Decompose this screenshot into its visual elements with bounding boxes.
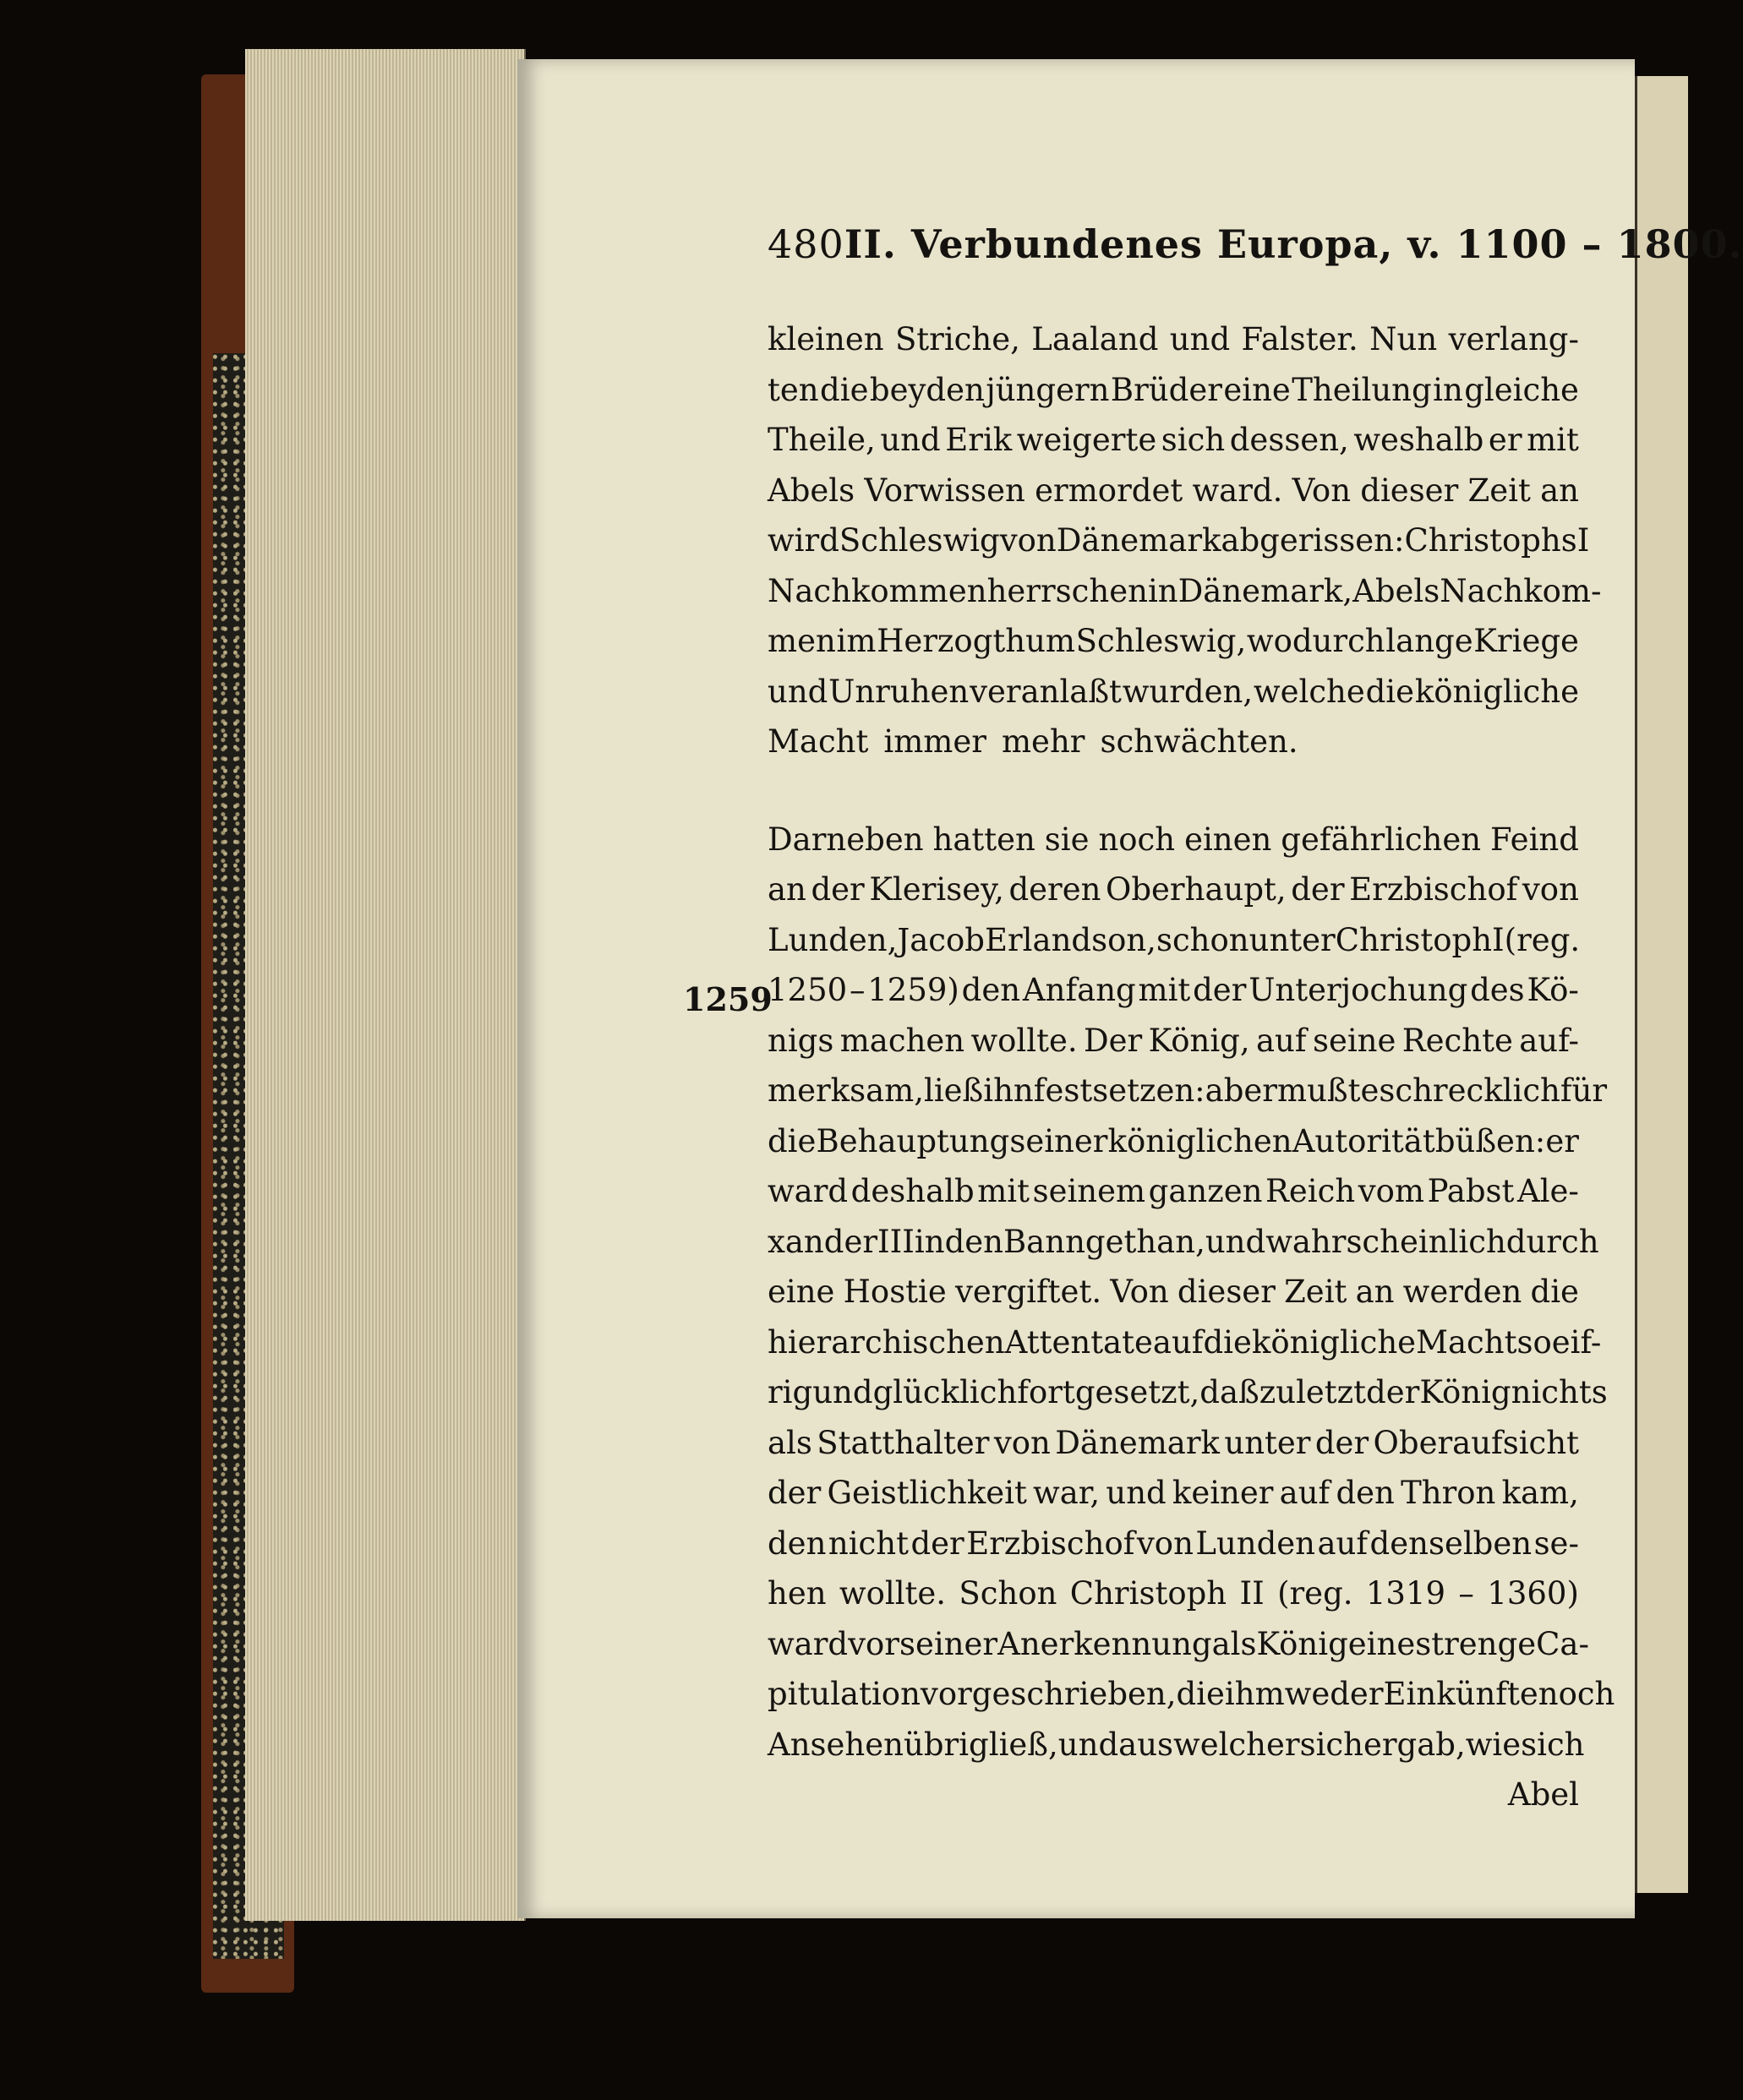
word: wird <box>768 522 839 559</box>
word: Christoph <box>1335 921 1493 958</box>
word: mehr <box>1001 723 1085 760</box>
word: herrschen <box>986 572 1148 609</box>
word: vorgeschrieben, <box>920 1676 1177 1712</box>
word: schwächten. <box>1100 723 1298 760</box>
text-line <box>768 915 1579 966</box>
word: der <box>1314 1424 1369 1461</box>
word: seiner <box>899 1625 998 1662</box>
word: noch <box>1538 1676 1615 1712</box>
word: Theilung <box>1292 371 1432 408</box>
word: Einkünfte <box>1383 1676 1538 1712</box>
word: Attentate <box>1004 1323 1153 1361</box>
text-line <box>768 1619 1589 1670</box>
word: mußte <box>1276 1072 1380 1109</box>
word: eine <box>1347 1625 1416 1662</box>
text-line <box>768 566 1602 617</box>
word: in <box>914 1223 945 1260</box>
word: seiner <box>1009 1122 1108 1159</box>
word: aber <box>1205 1072 1277 1109</box>
word: – <box>1458 1575 1474 1612</box>
word: der <box>768 1475 822 1511</box>
word: sich <box>1521 1726 1585 1763</box>
word: ergab, <box>1363 1726 1466 1763</box>
word: Anerkennung <box>997 1625 1212 1662</box>
word: sie <box>1044 821 1090 858</box>
word: die <box>768 1122 817 1159</box>
word: seine <box>1312 1022 1396 1059</box>
word: deshalb <box>850 1173 975 1209</box>
word: Falster. <box>1241 321 1358 357</box>
word: Lunden, <box>768 921 898 958</box>
word: daß <box>1199 1374 1259 1410</box>
word: ließ, <box>988 1726 1058 1763</box>
word: gethan, <box>1085 1223 1205 1260</box>
word: nichts <box>1511 1374 1608 1410</box>
word: werden <box>1402 1274 1522 1310</box>
word: mit <box>1527 422 1579 458</box>
text-line <box>768 1519 1579 1569</box>
word: deren <box>1008 871 1101 908</box>
word: Hostie <box>843 1274 947 1310</box>
text-line <box>768 1568 1579 1619</box>
word: nigs <box>768 1022 834 1059</box>
word: der <box>1193 972 1247 1008</box>
text-line <box>768 1116 1579 1167</box>
word: Brüder <box>1110 371 1222 408</box>
text-line <box>768 1217 1599 1268</box>
text-line <box>768 616 1579 667</box>
word: Abels <box>1352 572 1440 609</box>
word: Christophs <box>1404 522 1577 559</box>
word: ten <box>768 371 819 408</box>
word: hatten <box>932 821 1035 858</box>
word: übrig <box>904 1726 989 1763</box>
text-line <box>768 314 1579 365</box>
text-line <box>768 415 1579 466</box>
running-head-title: II. Verbundenes Europa, v. 1100 – 1800. <box>844 221 1743 267</box>
word: keiner <box>1172 1475 1274 1511</box>
word: im <box>836 623 877 659</box>
word: ward <box>768 1173 849 1209</box>
word: 1360) <box>1487 1575 1579 1612</box>
catchword: Abel <box>1507 1776 1579 1813</box>
word: Christoph <box>1069 1575 1227 1612</box>
word: so <box>1516 1323 1552 1361</box>
word: Erzbischof <box>966 1525 1135 1562</box>
word: Macht <box>768 723 869 760</box>
text-line <box>768 865 1579 915</box>
word: schon <box>1156 921 1249 958</box>
word: durch <box>1505 1223 1599 1260</box>
text-line <box>768 1468 1579 1519</box>
word: Dänemark, <box>1177 572 1353 609</box>
text-line <box>768 1166 1579 1217</box>
text-line <box>768 1317 1602 1368</box>
word: Autorität <box>1292 1122 1435 1159</box>
word: Erlandson, <box>984 921 1156 958</box>
text-line <box>768 466 1579 516</box>
word: Lunden <box>1195 1525 1316 1562</box>
word: immer <box>883 723 986 760</box>
word: wollte. <box>839 1575 947 1612</box>
word: vom <box>1358 1173 1424 1209</box>
word: Schleswig, <box>1075 623 1247 659</box>
word: von <box>1522 871 1579 908</box>
text-line <box>768 515 1590 566</box>
word: denselben <box>1369 1525 1533 1562</box>
word: und <box>768 673 828 710</box>
word: sich <box>1161 422 1226 458</box>
word: Unterjochung <box>1249 972 1468 1008</box>
word: vor <box>848 1625 899 1662</box>
word: die <box>1365 673 1415 710</box>
word: ermordet <box>1035 472 1183 509</box>
word: auf <box>1152 1323 1204 1361</box>
word: Vorwissen <box>864 472 1025 509</box>
word: und <box>880 422 941 458</box>
word: der <box>1366 1374 1420 1410</box>
text-line <box>768 815 1579 865</box>
word: Oberhaupt, <box>1106 871 1287 908</box>
text-line <box>768 1418 1579 1469</box>
word: ihn <box>983 1072 1034 1109</box>
word: königliche <box>1414 673 1579 710</box>
word: Behauptung <box>816 1122 1010 1159</box>
word: strenge <box>1415 1625 1537 1662</box>
word: Erzbischof <box>1349 871 1518 908</box>
word: Theile, <box>768 422 876 458</box>
word: war, <box>1033 1475 1101 1511</box>
word: Thron <box>1401 1475 1496 1511</box>
word: welche <box>1253 673 1365 710</box>
body-text <box>768 314 1615 1820</box>
word: er <box>1488 422 1522 458</box>
word: Herzogthum <box>877 623 1075 659</box>
word: Zeit <box>1467 472 1531 509</box>
word: die <box>1176 1676 1225 1712</box>
word: Klerisey, <box>869 871 1004 908</box>
word: einen <box>1184 821 1272 858</box>
word: wahrscheinlich <box>1265 1223 1506 1260</box>
word: noch <box>1098 821 1176 858</box>
word: festsetzen: <box>1033 1072 1205 1109</box>
word: Nachkommen <box>768 572 987 609</box>
word: unter <box>1224 1424 1311 1461</box>
word: an <box>768 871 806 908</box>
word: mit <box>977 1173 1030 1209</box>
word: (reg. <box>1504 921 1581 958</box>
word: kam, <box>1501 1475 1579 1511</box>
word: sich <box>1299 1726 1363 1763</box>
word: von <box>999 522 1057 559</box>
word: die <box>1530 1274 1579 1310</box>
word: pitulation <box>768 1676 921 1712</box>
paragraph-gap <box>768 767 1579 815</box>
word: König <box>1256 1625 1348 1662</box>
word: Nun <box>1369 321 1438 357</box>
facing-page-edge <box>1635 76 1688 1893</box>
word: der <box>811 871 865 908</box>
word: III <box>877 1223 915 1260</box>
word: Ale- <box>1516 1173 1579 1209</box>
margin-note: 1259 <box>683 980 773 1018</box>
word: Dänemark <box>1056 522 1221 559</box>
word: und <box>1169 321 1231 357</box>
word: mit <box>1138 972 1191 1008</box>
word: auf <box>1279 1475 1330 1511</box>
word: Anfang <box>1022 972 1136 1008</box>
word: Striche, <box>894 321 1020 357</box>
word: eine <box>1223 371 1291 408</box>
word: und <box>812 1374 873 1410</box>
page-edges <box>245 49 526 1921</box>
word: und <box>1205 1223 1266 1260</box>
word: wie <box>1465 1726 1522 1763</box>
word: Abels <box>768 472 855 509</box>
word: welcher <box>1173 1726 1300 1763</box>
word: als <box>1211 1625 1257 1662</box>
word: II <box>1239 1575 1265 1612</box>
running-head <box>768 221 1743 289</box>
word: Feind <box>1490 821 1579 858</box>
word: Von <box>1292 472 1352 509</box>
word: – <box>849 972 866 1008</box>
word: von <box>993 1424 1051 1461</box>
word: hen <box>768 1575 827 1612</box>
word: Schon <box>959 1575 1057 1612</box>
word: weshalb <box>1353 422 1484 458</box>
word: in <box>1147 572 1178 609</box>
word: eine <box>768 1274 835 1310</box>
word: Geistlichkeit <box>827 1475 1027 1511</box>
word: Schleswig <box>839 522 1000 559</box>
text-line <box>768 965 1579 1016</box>
text-line <box>768 365 1579 416</box>
word: dieser <box>1177 1274 1276 1310</box>
word: schrecklich <box>1379 1072 1560 1109</box>
word: abgerissen: <box>1221 522 1405 559</box>
word: Pabst <box>1427 1173 1515 1209</box>
word: weder <box>1284 1676 1384 1712</box>
word: verlang- <box>1448 321 1579 357</box>
text-line <box>768 667 1579 717</box>
word: xander <box>768 1223 878 1260</box>
word: Statthalter <box>817 1424 990 1461</box>
word: ward <box>768 1625 849 1662</box>
word: an <box>1540 472 1579 509</box>
word: lange <box>1385 623 1473 659</box>
word: den <box>768 1525 827 1562</box>
word: als <box>768 1424 812 1461</box>
word: se- <box>1533 1525 1579 1562</box>
word: Oberaufsicht <box>1373 1424 1579 1461</box>
word: dessen, <box>1229 422 1349 458</box>
text-line <box>768 1267 1579 1317</box>
word: vergiftet. <box>954 1274 1102 1310</box>
word: Erik <box>945 422 1013 458</box>
word: die <box>1203 1323 1252 1361</box>
word: ward. <box>1192 472 1283 509</box>
word: an <box>1355 1274 1395 1310</box>
word: Der <box>1083 1022 1143 1059</box>
text-line <box>768 1720 1585 1770</box>
word: aus <box>1118 1726 1174 1763</box>
word: merksam, <box>768 1072 924 1109</box>
text-line <box>768 717 1579 767</box>
word: auf <box>1256 1022 1307 1059</box>
word: unter <box>1249 921 1336 958</box>
word: gefährlichen <box>1281 821 1482 858</box>
word: 1319 <box>1365 1575 1446 1612</box>
word: des <box>1470 972 1525 1008</box>
word: eif- <box>1551 1323 1602 1361</box>
word: ganzen <box>1148 1173 1263 1209</box>
word: Ansehen <box>768 1726 904 1763</box>
word: König <box>1419 1374 1511 1410</box>
word: auf- <box>1519 1022 1579 1059</box>
word: Zeit <box>1284 1274 1347 1310</box>
word: von <box>1136 1525 1194 1562</box>
word: wodurch <box>1246 623 1385 659</box>
word: machen <box>839 1022 965 1059</box>
word: Rechte <box>1402 1022 1513 1059</box>
word: Laaland <box>1031 321 1159 357</box>
word: wollte. <box>970 1022 1078 1059</box>
word: kleinen <box>768 321 884 357</box>
word: Jacob <box>897 921 985 958</box>
word: veranlaßt <box>970 673 1122 710</box>
word: Nachkom- <box>1440 572 1602 609</box>
word: glücklich <box>872 1374 1018 1410</box>
word: büßen: <box>1434 1122 1546 1159</box>
word: rig <box>768 1374 813 1410</box>
word: Unruhen <box>828 673 970 710</box>
word: Macht <box>1416 1323 1517 1361</box>
word: er <box>1545 1122 1579 1159</box>
word: jüngern <box>986 371 1110 408</box>
word: Ca- <box>1536 1625 1589 1662</box>
word: Kö- <box>1527 972 1579 1008</box>
word: Dänemark <box>1055 1424 1220 1461</box>
word: Von <box>1110 1274 1169 1310</box>
word: der <box>910 1525 964 1562</box>
word: dieser <box>1360 472 1459 509</box>
word: auf <box>1317 1525 1369 1562</box>
word: den <box>1336 1475 1395 1511</box>
word: weigerte <box>1016 422 1157 458</box>
page-number: 480 <box>768 221 844 267</box>
text-line <box>768 1669 1615 1720</box>
word: (reg. <box>1277 1575 1353 1612</box>
word: Darneben <box>768 821 924 858</box>
word: zuletzt <box>1259 1374 1367 1410</box>
word: beyden <box>869 371 985 408</box>
word: den <box>944 1223 1003 1260</box>
text-line <box>768 1066 1608 1116</box>
word: die <box>820 371 869 408</box>
word: 1250 <box>768 972 848 1008</box>
word: wurden, <box>1122 673 1254 710</box>
word: I <box>1492 921 1505 958</box>
word: königlichen <box>1107 1122 1292 1159</box>
word: gleiche <box>1464 371 1579 408</box>
word: für <box>1560 1072 1608 1109</box>
word: Reich <box>1265 1173 1356 1209</box>
word: fortgesetzt, <box>1017 1374 1200 1410</box>
word: I <box>1576 522 1590 559</box>
word: seinem <box>1032 1173 1146 1209</box>
word: in <box>1433 371 1463 408</box>
word: ließ <box>923 1072 984 1109</box>
text-line <box>768 1016 1579 1066</box>
word: König, <box>1148 1022 1250 1059</box>
word: 1259) <box>867 972 959 1008</box>
text-line <box>768 1367 1608 1418</box>
word: der <box>1291 871 1345 908</box>
word: men <box>768 623 836 659</box>
word: nicht <box>828 1525 909 1562</box>
word: und <box>1106 1475 1167 1511</box>
word: königliche <box>1251 1323 1417 1361</box>
word: und <box>1057 1726 1119 1763</box>
word: hierarchischen <box>768 1323 1005 1361</box>
word: den <box>961 972 1021 1008</box>
word: Bann <box>1003 1223 1085 1260</box>
word: ihm <box>1224 1676 1285 1712</box>
word: Kriege <box>1473 623 1579 659</box>
